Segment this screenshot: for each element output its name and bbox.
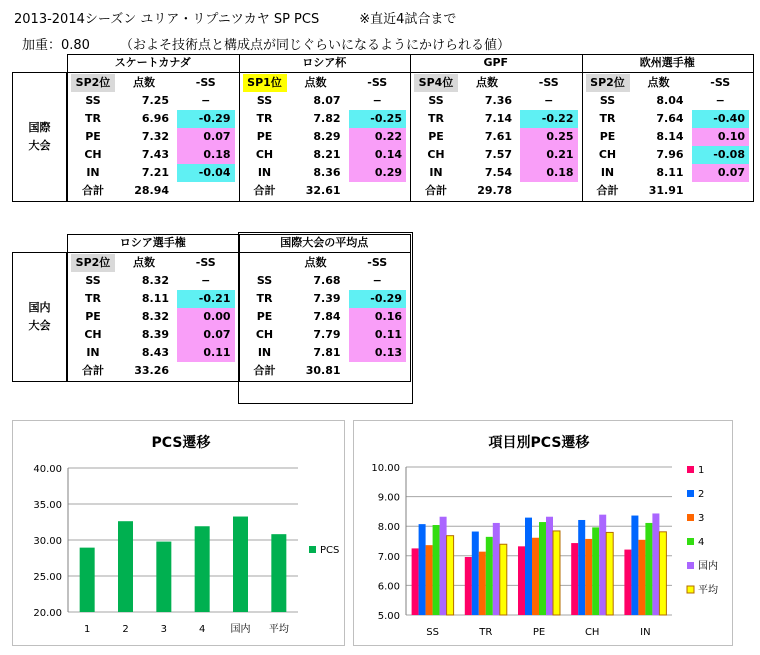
- item-score: 8.11: [656, 166, 684, 179]
- intl-side-label-line: 大会: [28, 139, 51, 152]
- item-score: 8.29: [313, 130, 341, 143]
- pcs-chart-panel: [12, 420, 345, 646]
- item-diff: 0.21: [520, 146, 578, 164]
- item-label: SS: [256, 274, 273, 287]
- y-tick-label: 8.00: [377, 522, 400, 534]
- total-score: 30.81: [305, 364, 341, 377]
- bar: [645, 523, 652, 615]
- item-diff: -0.08: [692, 146, 750, 164]
- bar: [571, 543, 578, 615]
- bar: [118, 521, 133, 612]
- item-label: CH: [598, 148, 617, 161]
- placement-badge: SP2位: [586, 74, 630, 92]
- item-diff: −: [544, 94, 554, 107]
- bar: [479, 552, 486, 615]
- bar: [465, 557, 472, 615]
- y-tick-label: 7.00: [377, 551, 400, 563]
- item-label: IN: [86, 346, 100, 359]
- score-header: 点数: [647, 76, 670, 89]
- item-diff: 0.29: [349, 164, 407, 182]
- legend-label: 国内: [698, 561, 718, 572]
- item-score: 8.04: [656, 94, 684, 107]
- item-diff: -0.29: [177, 110, 235, 128]
- diff-header: -SS: [538, 76, 559, 89]
- item-diff: -0.21: [177, 290, 235, 308]
- item-label: SS: [428, 94, 444, 107]
- item-label: CH: [427, 148, 445, 161]
- item-diff: −: [372, 94, 382, 107]
- placement-badge: SP4位: [414, 74, 458, 92]
- legend-swatch: [309, 546, 316, 553]
- y-tick-label: 10.00: [371, 463, 400, 474]
- total-score: 28.94: [134, 184, 169, 197]
- total-score: 29.78: [477, 184, 512, 197]
- item-label: PE: [85, 130, 101, 143]
- item-label: CH: [255, 148, 274, 161]
- item-diff: -0.04: [177, 164, 235, 182]
- x-tick-label: 平均: [268, 624, 289, 635]
- placement-badge: SP2位: [71, 254, 115, 272]
- item-score: 7.57: [484, 148, 512, 161]
- item-label: IN: [86, 166, 100, 179]
- item-label: TR: [599, 112, 616, 125]
- placement-badge: SP1位: [243, 74, 287, 92]
- bar: [493, 523, 500, 615]
- item-score: 7.82: [313, 112, 341, 125]
- item-label: SS: [85, 94, 101, 107]
- page-title: [14, 8, 456, 27]
- bar: [539, 522, 546, 615]
- item-label: IN: [257, 166, 272, 179]
- item-diff: -0.22: [520, 110, 578, 128]
- item-label: CH: [84, 328, 102, 341]
- bar: [546, 517, 553, 615]
- legend-swatch: [687, 538, 694, 545]
- total-score: 31.91: [648, 184, 684, 197]
- weight-note: （およそ技術点と構成点が同じぐらいになるようにかけられる値）: [119, 38, 510, 53]
- legend-swatch: [687, 562, 694, 569]
- total-score: 33.26: [134, 364, 169, 377]
- placement-badge: SP2位: [71, 74, 115, 92]
- item-pcs-chart-panel: [353, 420, 733, 646]
- x-tick-label: 3: [160, 624, 168, 635]
- item-score: 8.21: [313, 148, 341, 161]
- total-label: 合計: [82, 184, 104, 197]
- y-tick-label: 5.00: [377, 611, 400, 622]
- bar: [585, 539, 592, 615]
- title-text: 2013-2014シーズン ユリア・リプニツカヤ SP PCS: [14, 12, 320, 27]
- item-diff: −: [715, 94, 725, 107]
- dom-side-label-line: 国内: [28, 301, 51, 314]
- legend-label: 1: [698, 465, 705, 476]
- legend-label: 平均: [698, 585, 718, 596]
- legend-swatch: [687, 586, 694, 593]
- item-score: 7.68: [313, 274, 341, 287]
- legend-swatch: [687, 466, 694, 473]
- item-diff: 0.13: [349, 344, 407, 362]
- chart-title: PCS遷移: [151, 435, 211, 451]
- bar: [80, 548, 95, 612]
- item-diff: 0.14: [349, 146, 407, 164]
- bar: [606, 532, 613, 615]
- bar: [195, 526, 210, 612]
- y-tick-label: 9.00: [377, 492, 400, 504]
- item-label: SS: [599, 94, 616, 107]
- item-diff: -0.29: [349, 290, 407, 308]
- item-label: PE: [599, 130, 616, 143]
- y-tick-label: 25.00: [33, 572, 62, 583]
- bar: [578, 520, 585, 615]
- event-name: 欧州選手権: [639, 56, 695, 69]
- bar: [233, 517, 248, 612]
- item-diff: −: [201, 94, 211, 107]
- x-tick-label: 4: [198, 624, 206, 635]
- item-label: CH: [84, 148, 102, 161]
- item-score: 7.36: [484, 94, 512, 107]
- total-label: 合計: [253, 364, 276, 377]
- x-tick-label: 国内: [230, 624, 251, 635]
- legend-label: 3: [698, 513, 705, 524]
- item-score: 8.36: [313, 166, 341, 179]
- item-score: 7.25: [141, 94, 169, 107]
- bar: [553, 531, 560, 615]
- item-diff: 0.10: [692, 128, 750, 146]
- bar: [271, 534, 286, 612]
- y-tick-label: 20.00: [33, 608, 62, 619]
- item-label: SS: [256, 94, 273, 107]
- total-label: 合計: [425, 184, 447, 197]
- event-name: GPF: [483, 56, 509, 69]
- y-tick-label: 30.00: [33, 536, 62, 547]
- bar: [426, 545, 433, 615]
- item-label: TR: [85, 292, 101, 305]
- item-score: 8.07: [313, 94, 341, 107]
- item-score: 7.79: [313, 328, 341, 341]
- item-diff: 0.22: [349, 128, 407, 146]
- bar: [433, 525, 440, 615]
- bar: [631, 516, 638, 615]
- pcs-chart: [13, 421, 344, 645]
- x-tick-label: SS: [426, 627, 439, 638]
- total-label: 合計: [82, 364, 104, 377]
- item-diff: −: [201, 274, 211, 287]
- bar: [532, 538, 539, 615]
- item-score: 7.54: [484, 166, 512, 179]
- item-diff: 0.18: [177, 146, 235, 164]
- item-diff: 0.11: [177, 344, 235, 362]
- y-tick-label: 35.00: [33, 500, 62, 511]
- item-label: PE: [428, 130, 444, 143]
- item-score: 8.32: [141, 274, 169, 287]
- item-diff: -0.40: [692, 110, 750, 128]
- dom-side-label: [12, 299, 67, 335]
- dom-side-label-line: 大会: [28, 319, 51, 332]
- item-score: 8.11: [141, 292, 169, 305]
- legend-label: 2: [698, 489, 705, 500]
- diff-header: -SS: [195, 76, 216, 89]
- x-tick-label: TR: [479, 627, 493, 638]
- x-tick-label: PE: [532, 627, 546, 638]
- bar: [599, 515, 606, 615]
- item-diff: 0.18: [520, 164, 578, 182]
- item-diff: 0.07: [692, 164, 750, 182]
- bar: [518, 546, 525, 615]
- item-score: 8.14: [656, 130, 684, 143]
- x-tick-label: 1: [83, 624, 91, 635]
- item-diff: 0.00: [177, 308, 235, 326]
- bar: [447, 536, 454, 615]
- x-tick-label: 2: [122, 624, 129, 635]
- event-name: スケートカナダ: [114, 56, 191, 69]
- bar: [652, 513, 659, 615]
- item-score: 7.32: [141, 130, 169, 143]
- bar: [486, 537, 493, 615]
- intl-side-label-line: 国際: [28, 121, 51, 134]
- total-score: 32.61: [305, 184, 341, 197]
- event-name: ロシア杯: [302, 56, 347, 69]
- score-header: 点数: [476, 76, 498, 89]
- legend-swatch: [687, 514, 694, 521]
- legend-label: PCS: [320, 545, 340, 556]
- score-header: 点数: [133, 256, 155, 269]
- average-block-frame: [238, 232, 413, 404]
- item-score: 7.81: [313, 346, 341, 359]
- diff-header: -SS: [710, 76, 731, 89]
- diff-header: -SS: [367, 256, 388, 269]
- bar: [638, 540, 645, 615]
- item-score: 8.43: [141, 346, 169, 359]
- item-score: 8.39: [141, 328, 169, 341]
- item-label: IN: [600, 166, 615, 179]
- y-tick-label: 40.00: [33, 464, 62, 475]
- bar: [472, 532, 479, 615]
- x-tick-label: CH: [584, 627, 600, 638]
- item-diff: 0.07: [177, 128, 235, 146]
- item-label: SS: [85, 274, 101, 287]
- bar: [419, 524, 426, 615]
- item-label: TR: [85, 112, 101, 125]
- bar: [412, 548, 419, 615]
- bar: [624, 550, 631, 615]
- bar: [500, 544, 507, 615]
- item-label: PE: [256, 130, 273, 143]
- item-diff: 0.25: [520, 128, 578, 146]
- item-diff: 0.07: [177, 326, 235, 344]
- item-score: 7.43: [141, 148, 169, 161]
- item-label: IN: [257, 346, 272, 359]
- item-score: 7.21: [141, 166, 169, 179]
- weight-line: [22, 34, 510, 53]
- item-diff: −: [372, 274, 382, 287]
- item-score: 7.39: [313, 292, 341, 305]
- total-label: 合計: [596, 184, 619, 197]
- item-label: TR: [256, 292, 273, 305]
- intl-side-label: [12, 119, 67, 155]
- bar: [156, 542, 171, 612]
- bar: [592, 527, 599, 615]
- score-header: 点数: [304, 256, 327, 269]
- diff-header: -SS: [195, 256, 216, 269]
- item-score: 7.96: [656, 148, 684, 161]
- item-score: 8.32: [141, 310, 169, 323]
- item-score: 7.61: [484, 130, 512, 143]
- score-header: 点数: [304, 76, 327, 89]
- item-diff: 0.11: [349, 326, 407, 344]
- bar: [440, 517, 447, 615]
- total-label: 合計: [253, 184, 276, 197]
- item-score: 6.96: [141, 112, 169, 125]
- x-tick-label: IN: [640, 627, 651, 638]
- item-label: PE: [256, 310, 273, 323]
- weight-label: 加重：0.80: [22, 38, 90, 53]
- item-diff: 0.16: [349, 308, 407, 326]
- item-label: CH: [255, 328, 274, 341]
- item-label: TR: [428, 112, 444, 125]
- y-tick-label: 6.00: [377, 581, 400, 593]
- event-name: ロシア選手権: [119, 236, 186, 249]
- item-score: 7.64: [656, 112, 684, 125]
- legend-label: 4: [698, 537, 705, 548]
- item-pcs-chart: [354, 421, 732, 645]
- item-label: TR: [256, 112, 273, 125]
- bar: [659, 532, 666, 615]
- item-score: 7.84: [313, 310, 341, 323]
- legend-swatch: [687, 490, 694, 497]
- event-name: 国際大会の平均点: [280, 236, 369, 249]
- item-label: PE: [85, 310, 101, 323]
- item-score: 7.14: [484, 112, 512, 125]
- diff-header: -SS: [367, 76, 388, 89]
- note-text: ※直近4試合まで: [359, 12, 457, 27]
- score-header: 点数: [133, 76, 155, 89]
- chart-title: 項目別PCS遷移: [488, 435, 590, 451]
- item-label: IN: [429, 166, 443, 179]
- item-diff: -0.25: [349, 110, 407, 128]
- bar: [525, 518, 532, 615]
